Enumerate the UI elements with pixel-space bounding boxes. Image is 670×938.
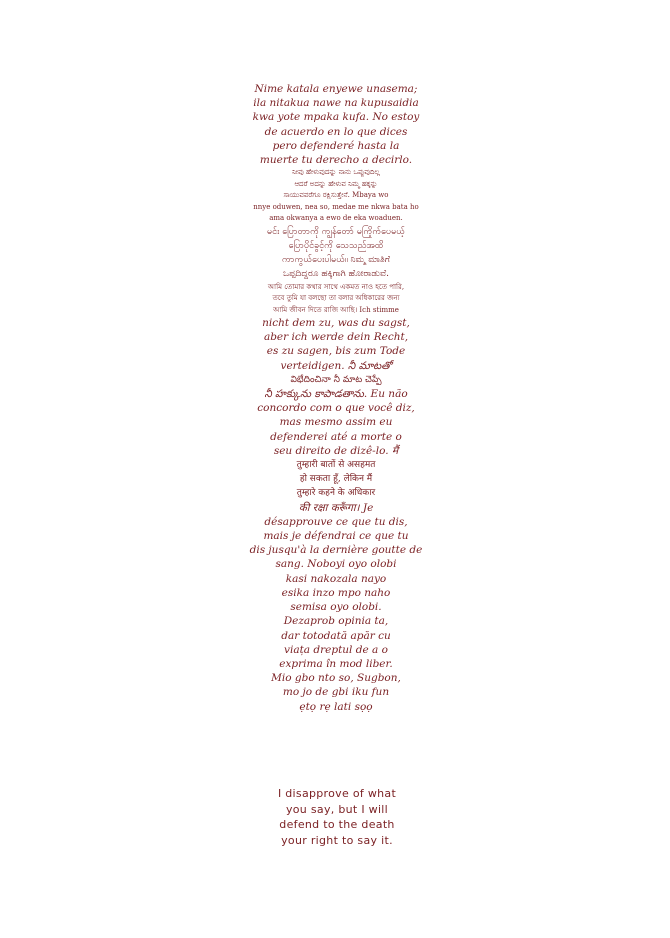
poem-line: mo jo de gbi iku fun bbox=[282, 686, 390, 699]
poem-line: तुम्हारी बातों से असहमत bbox=[296, 460, 376, 471]
poem-line: ಸಾಯುವವರೆಗೂ ರಕ್ಷಿಸುತ್ತೇನೆ. Mbaya wo bbox=[283, 191, 389, 200]
poem-line: kasi nakozala nayo bbox=[285, 572, 387, 585]
poem-line: exprima în mod liber. bbox=[279, 657, 393, 670]
poem-line: আমি তোমার কথার সাথে একমত নাও হতে পারি, bbox=[267, 282, 405, 291]
poem-line: pero defenderé hasta la bbox=[272, 139, 400, 152]
poem-line: ila nitakua nawe na kupusaidia bbox=[253, 97, 419, 110]
poem-line: kwa yote mpaka kufa. No estoy bbox=[252, 111, 420, 124]
poem-line: viața dreptul de a o bbox=[284, 643, 388, 656]
translation-line: defend to the death bbox=[279, 818, 395, 831]
multilingual-handwritten-text bbox=[238, 82, 434, 714]
poem-line: నీ హక్కును కాపాడతాను. Eu não bbox=[264, 388, 408, 401]
poem-line: ကာကွယ်ပေးပါမယ်။ ನಿಮ್ಮ ಮಾತಿಗೆ bbox=[282, 255, 390, 266]
poem-line: မင်း ပြောတာကို ကျွန်တော် မကြိုက်ပေမယ့် bbox=[266, 226, 406, 237]
poem-line: semisa oyo olobi. bbox=[290, 601, 382, 614]
poem-line: sang. Noboyi oyo olobi bbox=[275, 558, 397, 571]
poem-line: ama okwanya a ewo de eka woaduen. bbox=[269, 214, 403, 223]
poem-line: mas mesmo assim eu bbox=[279, 416, 393, 429]
poem-line: ಒಪ್ಪದಿದ್ದರೂ ಹಕ್ಕಿಗಾಗಿ ಹೋರಾಡುವೆ. bbox=[283, 269, 389, 280]
poem-line: ပြောပိုင်ခွင့်ကို သေသည်အထိ bbox=[288, 240, 384, 251]
poem-line: तुम्हारे कहने के अधिकार bbox=[296, 488, 376, 499]
poem-line: Nime katala enyewe unasema; bbox=[254, 83, 418, 95]
poem-line: nicht dem zu, was du sagst, bbox=[262, 317, 410, 330]
poem-line: की रक्षा करूँगा। Je bbox=[298, 501, 374, 514]
translation-line: I disapprove of what bbox=[277, 787, 397, 800]
poem-line: Dezaprob opinia ta, bbox=[283, 615, 389, 628]
poem-line: désapprouve ce que tu dis, bbox=[264, 515, 408, 528]
translation-line: your right to say it. bbox=[281, 833, 393, 847]
translation-line: you say, but I will bbox=[285, 802, 389, 816]
poem-line: esika inzo mpo naho bbox=[281, 586, 391, 599]
poem-line: seu direito de dizê-lo. मैं bbox=[273, 444, 399, 457]
poem-line: muerte tu derecho a decirlo. bbox=[259, 154, 413, 167]
poem-line: हो सकता हूँ, लेकिन मैं bbox=[299, 474, 373, 485]
poem-line: aber ich werde dein Recht, bbox=[263, 331, 409, 344]
english-translation bbox=[262, 786, 412, 848]
poem-line: ẹtọ rẹ lati sọọ bbox=[299, 700, 373, 713]
poem-line: concordo com o que você diz, bbox=[257, 402, 415, 415]
poem-line: dar totodată apăr cu bbox=[281, 629, 391, 642]
poem-line: nnye oduwen, nea so, medae me nkwa bata ho bbox=[253, 202, 419, 211]
poem-line: ಆದರೆ ಅದನ್ನು ಹೇಳುವ ನಿಮ್ಮ ಹಕ್ಕನ್ನು bbox=[294, 179, 378, 188]
poem-line: mais je défendrai ce que tu bbox=[263, 530, 409, 543]
poem-line: dis jusqu'à la dernière goutte de bbox=[249, 544, 423, 557]
poem-line: es zu sagen, bis zum Tode bbox=[266, 345, 406, 358]
poem-line: তবে তুমি যা বলছো তা বলার অধিকারের জন্য bbox=[272, 294, 400, 303]
poem-line: verteidigen. నీ మాటతో bbox=[280, 359, 392, 372]
poem-line: ನೀವು ಹೇಳುವುದನ್ನು ನಾನು ಒಪ್ಪುವುದಿಲ್ಲ bbox=[292, 168, 380, 177]
poem-line: de acuerdo en lo que dices bbox=[264, 125, 408, 138]
poem-line: Mio gbo nto so, Sugbon, bbox=[271, 672, 401, 685]
poem-line: defenderei até a morte o bbox=[270, 430, 402, 443]
poem-line: విభేదించినా నీ మాట చెప్పే bbox=[290, 374, 382, 385]
poem-line: আমি জীবন দিতে রাজি আছি। Ich stimme bbox=[273, 305, 399, 314]
